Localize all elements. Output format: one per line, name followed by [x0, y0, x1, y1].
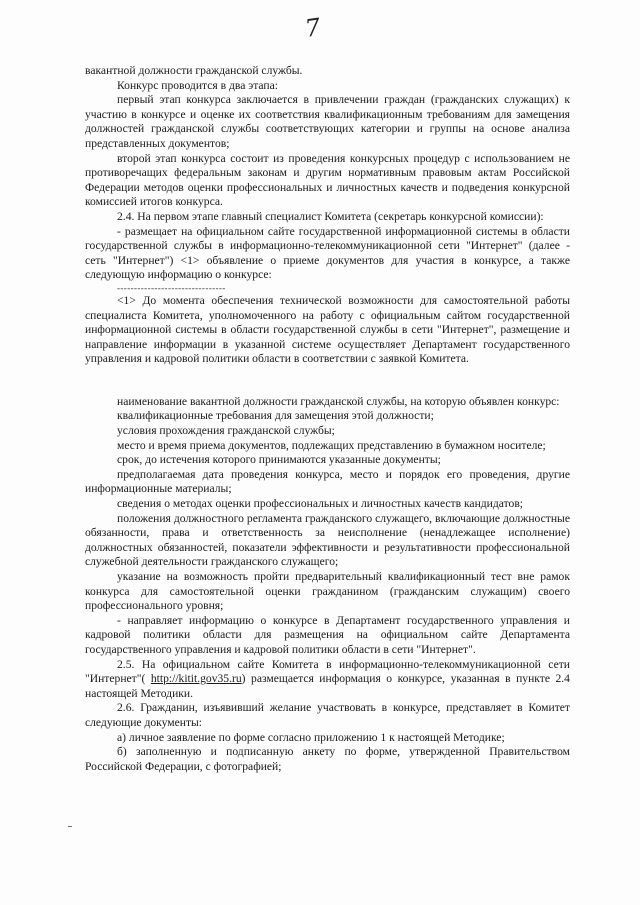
- list-item-questionnaire: б) заполненную и подписанную анкету по форме, утвержденной Правительством Российской Федерации, с фотографией;: [85, 745, 570, 773]
- website-link[interactable]: http://kitit.gov35.ru: [150, 672, 242, 686]
- paragraph-publish-announcement: - размещает на официальном сайте государственной информационной системы в области государственной службы в информационно-телекоммуникационной сети "Интернет" (далее - сеть "Интернет") <1> объявление о приеме документов для участия в конкурсе, а также следующую информацию о конкурсе:: [85, 224, 570, 282]
- list-item-deadline: срок, до истечения которого принимаются указанные документы;: [117, 453, 441, 467]
- list-item-job-regulations: положения должностного регламента гражданского служащего, включающие должностные обязанности, права и ответственность за неисполнение (ненадлежащее исполнение) должностных обязанностей, показатели эффективности и результативности профессиональной служебной деятельности гражданского служащего;: [85, 511, 570, 569]
- paragraph-2-6: 2.6. Гражданин, изъявивший желание участвовать в конкурсе, представляет в Комитет следующие документы:: [85, 701, 570, 729]
- paragraph-2-5-end: ) размещается информация о конкурсе, указанная в пункте 2.4 настоящей Методики.: [85, 672, 570, 700]
- list-item-service-conditions: условия прохождения гражданской службы;: [117, 424, 335, 438]
- list-item-application: а) личное заявление по форме согласно приложению 1 к настоящей Методике;: [117, 730, 505, 744]
- paragraph-2-4: 2.4. На первом этапе главный специалист Комитета (секретарь конкурсной комиссии):: [117, 209, 544, 223]
- handwritten-page-number: 7: [303, 13, 323, 43]
- margin-mark: [68, 826, 72, 827]
- document-body: [85, 64, 570, 774]
- list-item-submission-place: место и время приема документов, подлежащих представлению в бумажном носителе;: [117, 438, 546, 452]
- paragraph-first-stage: первый этап конкурса заключается в привлечении граждан (гражданских служащих) к участию в конкурсе и оценке их соответствия квалификационным требованиям для замещения должностей гражданской службы соответствующих категории и группы на основе анализа представленных документов;: [85, 93, 570, 150]
- paragraph-send-to-department: - направляет информацию о конкурсе в Департамент государственного управления и кадровой политики области для размещения на официальном сайте Департамента государственного управления и кадровой политики области в сети "Интернет".: [85, 613, 570, 656]
- paragraph-second-stage: второй этап конкурса состоит из проведения конкурсных процедур с использованием не противоречащих федеральным законам и другим нормативным правовым актам Российской Федерации методов оценки профессиональных и личностных качеств и подведения конкурсной комиссией итогов конкурса.: [85, 151, 570, 209]
- footnote-text: <1> До момента обеспечения технической возможности для самостоятельной работы специалиста Комитета, уполномоченного на работу с официальным сайтом государственной информационной системы в области государственной службы в сети "Интернет", размещение и направление информации в указанной системе осуществляет Департамент государственного управления и кадровой политики области в соответствии с заявкой Комитета.: [85, 293, 570, 366]
- paragraph-continuation: вакантной должности гражданской службы.: [85, 64, 303, 77]
- list-item-qualification-test: указание на возможность пройти предварительный квалификационный тест вне рамок конкурса для самостоятельной оценки гражданином (гражданским служащим) своего профессионального уровня;: [85, 570, 570, 613]
- list-item-assessment-methods: сведения о методах оценки профессиональных и личностных качеств кандидатов;: [117, 497, 524, 511]
- list-item-qualification: квалификационные требования для замещения этой должности;: [117, 409, 434, 423]
- paragraph-2-5: [85, 658, 570, 702]
- paragraph-2-5-start: 2.5. На официальном сайте Комитета в информационно-телекоммуникационной сети "Интернет"(: [85, 657, 570, 686]
- list-item-contest-date: предполагаемая дата проведения конкурса, место и порядок его проведения, другие информационные материалы;: [85, 467, 570, 496]
- footnote-separator: --------------------------------: [117, 282, 226, 293]
- paragraph-stages-intro: Конкурс проводится в два этапа:: [117, 78, 278, 92]
- list-item-position-name: наименование вакантной должности гражданской службы, на которую объявлен конкурс:: [117, 394, 560, 408]
